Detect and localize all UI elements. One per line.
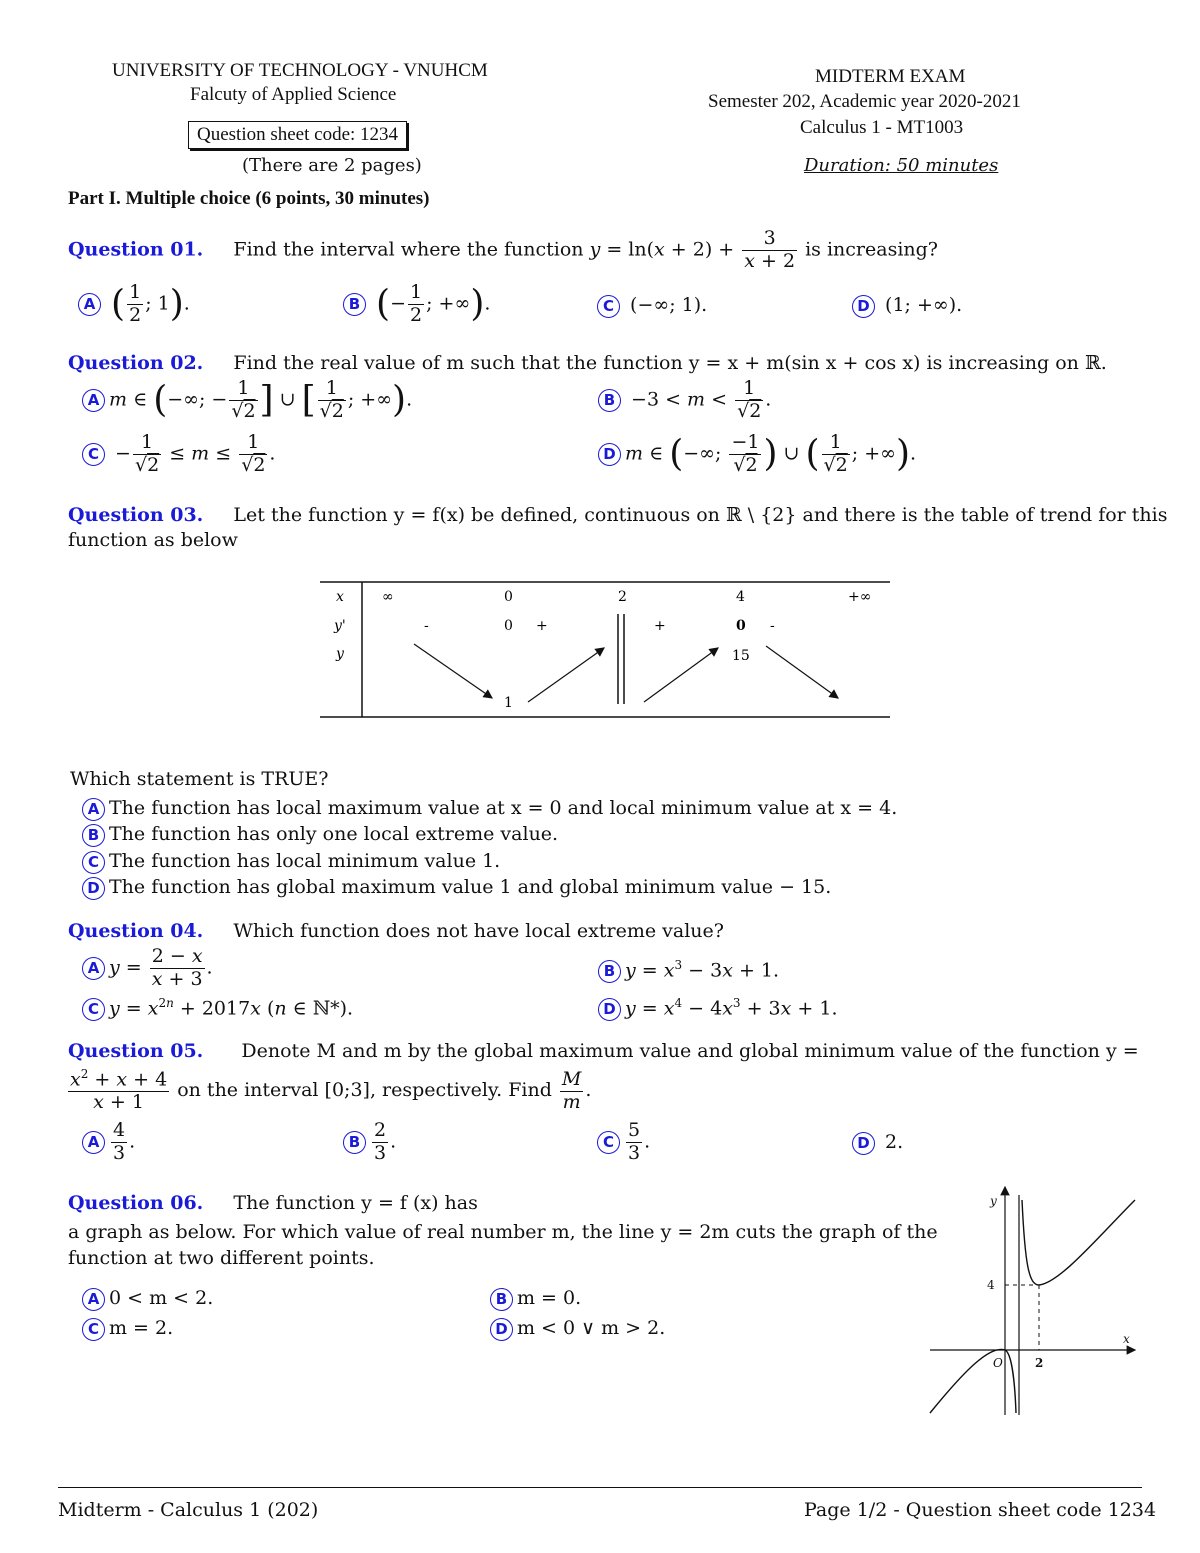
q1-option-c-row: C (−∞; 1). (597, 294, 707, 318)
q5-line (68, 1040, 1139, 1062)
faculty-name: Falcuty of Applied Science (190, 84, 397, 105)
q6-graph (925, 1185, 1140, 1420)
q2-option-d[interactable]: D (598, 443, 621, 466)
q5-option-b[interactable]: B (343, 1131, 366, 1154)
q1-text-b: is increasing? (805, 238, 938, 261)
q6-line (68, 1192, 478, 1214)
q1-option-a[interactable]: A (78, 293, 101, 316)
footer-right: Page 1/2 - Question sheet code 1234 (804, 1499, 1157, 1521)
q4-option-b[interactable]: B (598, 960, 621, 983)
q1-option-b-row: B (− $\frac{1}{2}$ ; +∞). (343, 282, 490, 327)
q3-line (68, 504, 1168, 526)
q6-option-b[interactable]: B (490, 1288, 513, 1311)
q1-label: Question 01. (68, 238, 204, 261)
q2-line (68, 352, 1107, 374)
q1-text: Find the interval where the function (233, 238, 584, 261)
q4-option-d-row: D $y = x^4 - 4x^3 + 3x + 1$. (598, 996, 838, 1021)
q2-option-d-row: D m ∈ (−∞; $\frac{-1}{√2}$ ) ∪ ( $\frac{1}{√2}$ ; +∞). (598, 432, 916, 477)
graph-tick-2: 2 (1035, 1356, 1044, 1370)
footer-divider (58, 1487, 1142, 1488)
x-val-1: 0 (504, 589, 513, 605)
yp-val-0: - (424, 618, 429, 634)
graph-x-label: x (1123, 1332, 1130, 1346)
q6-answer-a: 0 < m < 2. (109, 1287, 214, 1309)
q5-option-d[interactable]: D (852, 1132, 875, 1155)
q3-answer-a: The function has local maximum value at x = 0 and local minimum value at x = 4. (109, 797, 898, 819)
q4-option-a[interactable]: A (82, 957, 105, 980)
q6-option-a[interactable]: A (82, 1288, 105, 1311)
q4-option-d[interactable]: D (598, 998, 621, 1021)
y-val-max: 15 (732, 648, 750, 664)
q6-text2: a graph as below. For which value of real number m, the line y = 2m cuts the graph of the (68, 1221, 938, 1243)
x-val-3: 4 (736, 589, 745, 605)
q1-option-b[interactable]: B (343, 293, 366, 316)
q3-answer-d: The function has global maximum value 1 and global minimum value − 15. (109, 876, 832, 898)
arrow-decrease-1 (414, 644, 492, 698)
course: Calculus 1 - MT1003 (800, 117, 964, 138)
q6-option-c[interactable]: C (82, 1318, 105, 1341)
university-name: UNIVERSITY OF TECHNOLOGY - VNUHCM (112, 60, 488, 81)
q3-label: Question 03. (68, 504, 204, 526)
q6-label: Question 06. (68, 1192, 204, 1214)
yp-val-3: + (654, 618, 666, 634)
arrow-increase-2 (644, 648, 718, 702)
graph-curve-left (930, 1349, 1016, 1413)
q6-answer-b: m = 0. (517, 1287, 582, 1309)
q5-option-d-row: D 2. (852, 1131, 903, 1155)
q4-text: Which function does not have local extreme value? (233, 920, 724, 942)
question-sheet-code-box: Question sheet code: 1234 (188, 121, 407, 149)
yp-val-2: + (536, 618, 548, 634)
graph-origin-label: O (993, 1356, 1003, 1370)
q4-option-c[interactable]: C (82, 998, 105, 1021)
q6-answer-d-row (490, 1317, 665, 1341)
duration: Duration: 50 minutes (804, 155, 999, 176)
q6-option-d[interactable]: D (490, 1318, 513, 1341)
q4-option-c-row: C $y = x^{2n} + 2017x$ (n ∈ ℕ*). (82, 996, 353, 1021)
q2-text: Find the real value of m such that the function y = x + m(sin x + cos x) is increasing on ℝ. (233, 352, 1107, 374)
yp-label: y' (334, 618, 346, 634)
x-label: x (336, 589, 344, 605)
q6-answer-d: m < 0 ∨ m > 2. (517, 1317, 666, 1339)
q5-option-a-row: A $\frac{4}{3}$ . (82, 1120, 135, 1165)
q5-text: Denote M and m by the global maximum value and global minimum value of the function y = (241, 1040, 1139, 1062)
q6-answer-c: m = 2. (109, 1317, 174, 1339)
footer-left: Midterm - Calculus 1 (202) (58, 1499, 319, 1521)
q6-answer-a-row (82, 1287, 213, 1311)
yp-val-5: - (770, 618, 775, 634)
q1-line: Question 01. Find the interval where the function y = ln(x + 2) + $\frac{3}{x + 2}$ is increasing? (68, 227, 938, 272)
q3-option-c[interactable]: C (82, 851, 105, 874)
q2-option-a[interactable]: A (82, 389, 105, 412)
graph-tick-4: 4 (987, 1278, 995, 1292)
q2-option-c-row: C − $\frac{1}{√2}$ ≤ m ≤ $\frac{1}{√2}$ . (82, 432, 275, 477)
q3-answer-b-row (82, 823, 558, 847)
q5-text2: on the interval [0;3], respectively. Find (177, 1079, 552, 1102)
q4-line (68, 920, 724, 942)
q3-option-a[interactable]: A (82, 798, 105, 821)
x-val-4: +∞ (848, 589, 872, 605)
yp-val-4: 0 (736, 618, 746, 634)
q5-line2: $\frac{x^2 + x + 4}{x + 1}$ on the interval [0;3], respectively. Find $\frac{M}{m}$ . (70, 1067, 592, 1114)
q6-answer-b-row (490, 1287, 581, 1311)
q2-option-c[interactable]: C (82, 443, 105, 466)
q3-option-d[interactable]: D (82, 877, 105, 900)
q5-option-b-row: B $\frac{2}{3}$ . (343, 1120, 396, 1165)
q3-text: Let the function y = f(x) be defined, continuous on ℝ \ {2} and there is the table of trend for this (233, 504, 1168, 526)
q3-answer-c-row (82, 850, 500, 874)
q1-option-d-row: D (1; +∞). (852, 294, 962, 318)
q5-option-a[interactable]: A (82, 1131, 105, 1154)
q5-option-c[interactable]: C (597, 1131, 620, 1154)
graph-curve-right (1022, 1200, 1135, 1285)
y-val-min: 1 (504, 695, 513, 711)
q6-text3: function at two different points. (68, 1247, 375, 1269)
variation-table (318, 578, 893, 723)
arrow-increase-1 (528, 648, 604, 702)
q3-answer-a-row (82, 797, 897, 821)
x-val-0: ∞ (382, 589, 394, 605)
arrow-decrease-2 (766, 646, 838, 698)
q5-option-c-row: C $\frac{5}{3}$ . (597, 1120, 650, 1165)
q2-option-b-row: B −3 < m < $\frac{1}{√2}$ . (598, 378, 771, 423)
q5-label: Question 05. (68, 1040, 204, 1062)
part1-title: Part I. Multiple choice (6 points, 30 minutes) (68, 188, 430, 209)
q1-option-c[interactable]: C (597, 295, 620, 318)
graph-y-label: y (990, 1194, 997, 1208)
q1-options: A ( $\frac{1}{2}$ ; 1). (78, 282, 190, 327)
q3-text2: function as below (68, 529, 238, 551)
q3-answer-b: The function has only one local extreme value. (109, 823, 559, 845)
q2-option-a-row: A m ∈ (−∞; − $\frac{1}{√2}$ ] ∪ [ $\frac{1}{√2}$ ; +∞). (82, 378, 412, 423)
q3-option-b[interactable]: B (82, 824, 105, 847)
q4-option-a-row: A y = $\frac{2 - x}{x + 3}$ . (82, 946, 213, 991)
x-val-2: 2 (618, 589, 627, 605)
yp-val-1: 0 (504, 618, 513, 634)
y-label: y (336, 646, 344, 662)
semester: Semester 202, Academic year 2020-2021 (708, 91, 1021, 112)
q4-option-b-row: B $y = x^3 - 3x + 1$. (598, 958, 779, 983)
q3-answer-d-row (82, 876, 831, 900)
q1-option-d[interactable]: D (852, 295, 875, 318)
q6-text: The function y = f (x) has (233, 1192, 478, 1214)
q6-answer-c-row (82, 1317, 173, 1341)
q3-prompt: Which statement is TRUE? (70, 768, 329, 790)
q2-label: Question 02. (68, 352, 204, 374)
q2-option-b[interactable]: B (598, 389, 621, 412)
pages-note: (There are 2 pages) (242, 155, 422, 176)
q3-answer-c: The function has local minimum value 1. (109, 850, 501, 872)
exam-title: MIDTERM EXAM (815, 66, 966, 87)
q4-label: Question 04. (68, 920, 204, 942)
